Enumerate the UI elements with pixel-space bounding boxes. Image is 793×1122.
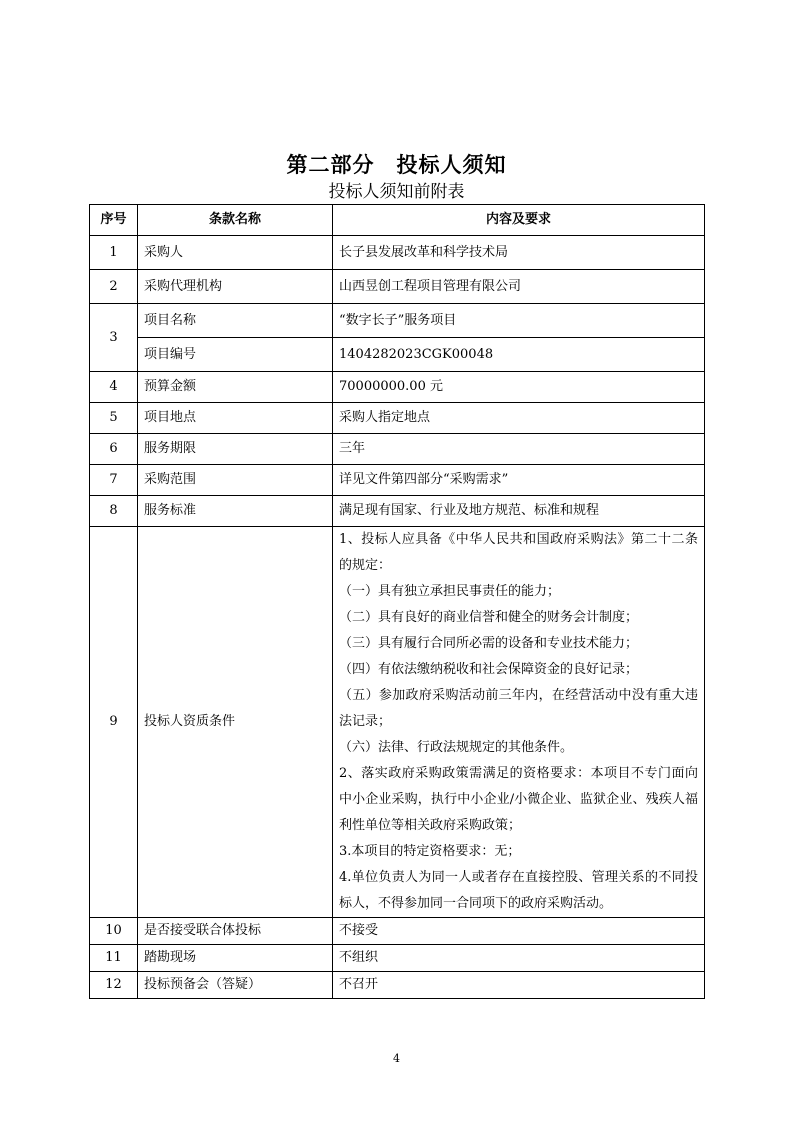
table-header-row	[90, 205, 705, 236]
row-content-qualifications	[333, 527, 705, 918]
table-row	[90, 972, 705, 999]
qualification-line: （六）法律、行政法规规定的其他条件。	[339, 740, 574, 755]
row-seq: 5	[90, 403, 138, 434]
row-name: 预算金额	[138, 372, 333, 403]
qualification-line: 1、投标人应具备《中华人民共和国政府采购法》第二十二条的规定：	[339, 532, 698, 573]
row-seq: 2	[90, 270, 138, 304]
row-seq: 4	[90, 372, 138, 403]
page-number: 4	[393, 1052, 400, 1065]
page-title: 第二部分 投标人须知	[286, 153, 507, 177]
qualification-line: （一）具有独立承担民事责任的能力；	[339, 584, 561, 599]
qualification-line: 3.本项目的特定资格要求：无；	[339, 844, 521, 859]
table-row	[90, 945, 705, 972]
row-seq: 1	[90, 236, 138, 270]
row-name: 服务期限	[138, 434, 333, 465]
row-name: 采购人	[138, 236, 333, 270]
row-name: 投标预备会（答疑）	[138, 972, 333, 999]
qualification-line: 4.单位负责人为同一人或者存在直接控股、管理关系的不同投标人，不得参加同一合同项下的政府采购活动。	[339, 870, 698, 911]
row-content: 采购人指定地点	[333, 403, 705, 434]
row-seq: 12	[90, 972, 138, 999]
row-name: 投标人资质条件	[138, 527, 333, 918]
row-content: 1404282023CGK00048	[333, 338, 705, 372]
row-content: 不召开	[333, 972, 705, 999]
qualification-line: （五）参加政府采购活动前三年内，在经营活动中没有重大违法记录；	[339, 688, 698, 729]
header-seq: 序号	[90, 205, 138, 236]
row-seq: 7	[90, 465, 138, 496]
row-content: 70000000.00 元	[333, 372, 705, 403]
bidder-notice-table	[89, 204, 705, 999]
row-name: 项目名称	[138, 304, 333, 338]
table-row	[90, 270, 705, 304]
qualification-line: （四）有依法缴纳税收和社会保障资金的良好记录；	[339, 662, 639, 677]
row-name: 采购代理机构	[138, 270, 333, 304]
row-content: 详见文件第四部分“采购需求”	[333, 465, 705, 496]
row-seq: 10	[90, 918, 138, 945]
row-seq: 3	[90, 304, 138, 372]
table-row	[90, 434, 705, 465]
row-name: 是否接受联合体投标	[138, 918, 333, 945]
row-name: 项目编号	[138, 338, 333, 372]
page-subtitle: 投标人须知前附表	[328, 182, 465, 202]
qualification-line: （二）具有良好的商业信誉和健全的财务会计制度；	[339, 610, 639, 625]
row-seq: 6	[90, 434, 138, 465]
table-row	[90, 918, 705, 945]
table-row	[90, 496, 705, 527]
row-name: 服务标准	[138, 496, 333, 527]
row-content: 不组织	[333, 945, 705, 972]
table-row	[90, 338, 705, 372]
row-seq: 9	[90, 527, 138, 918]
row-name: 踏勘现场	[138, 945, 333, 972]
row-name: 项目地点	[138, 403, 333, 434]
qualification-line: 2、落实政府采购政策需满足的资格要求：本项目不专门面向中小企业采购，执行中小企业/小微企业、监狱企业、残疾人福利性单位等相关政府采购政策；	[339, 766, 698, 833]
qualification-line: （三）具有履行合同所必需的设备和专业技术能力；	[339, 636, 639, 651]
table-row	[90, 527, 705, 918]
row-content: 不接受	[333, 918, 705, 945]
header-clause-name: 条款名称	[138, 205, 333, 236]
row-content: 三年	[333, 434, 705, 465]
table-row	[90, 372, 705, 403]
row-name: 采购范围	[138, 465, 333, 496]
table-row	[90, 236, 705, 270]
row-seq: 8	[90, 496, 138, 527]
table-row	[90, 304, 705, 338]
header-content: 内容及要求	[333, 205, 705, 236]
table-row	[90, 403, 705, 434]
row-seq: 11	[90, 945, 138, 972]
row-content: 满足现有国家、行业及地方规范、标准和规程	[333, 496, 705, 527]
row-content: “数字长子”服务项目	[333, 304, 705, 338]
row-content: 山西昱创工程项目管理有限公司	[333, 270, 705, 304]
table-row	[90, 465, 705, 496]
row-content: 长子县发展改革和科学技术局	[333, 236, 705, 270]
